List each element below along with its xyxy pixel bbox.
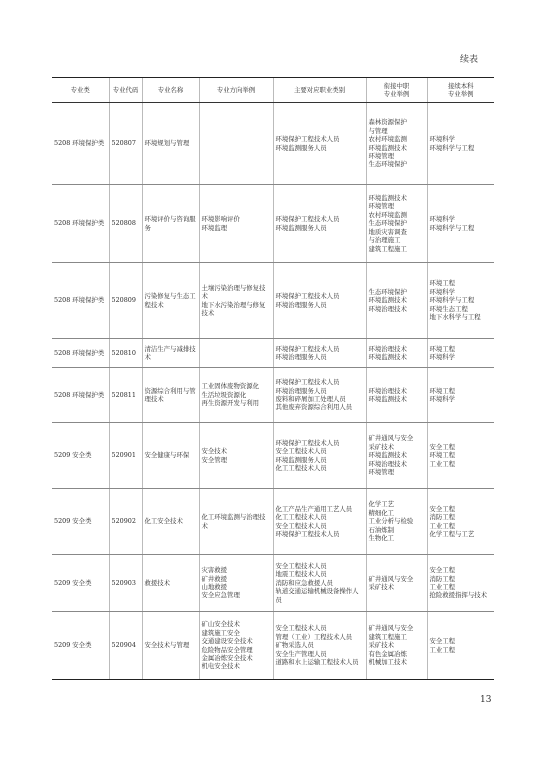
directions-cell-item: 化工环境监测与治理技术 xyxy=(201,513,266,530)
occupations-cell-item: 安全工程技术人员 xyxy=(275,624,327,633)
occupations-cell-item: 环境保护工程技术人员 xyxy=(275,292,340,301)
occupations-cell-item: 其他废弃资源综合利用人员 xyxy=(275,403,353,412)
occupations-cell xyxy=(273,489,366,555)
directions-cell-item: 山地救援 xyxy=(201,583,228,591)
bachelor-cell xyxy=(427,103,494,185)
header-occupations: 主要对应职业类别 xyxy=(273,78,366,103)
secondary-cell-item: 环境监测技术 xyxy=(368,194,407,203)
secondary-cell-item: 矿井通风与安全 xyxy=(368,574,414,583)
occupations-cell-item: 环境保护工程技术人员 xyxy=(275,529,340,538)
occupations-cell-item: 安全工程技术人员 xyxy=(275,521,327,530)
bachelor-cell-item: 环境科学与工程 xyxy=(429,296,475,305)
secondary-cell-item: 生态环境保护 xyxy=(368,219,407,228)
occupations-cell-item: 管理（工业）工程技术人员 xyxy=(275,632,353,641)
occupations-cell-item: 化工工程技术人员 xyxy=(275,463,327,472)
major-name-cell: 化工安全技术 xyxy=(142,489,199,555)
secondary-cell xyxy=(366,423,427,489)
secondary-cell-item: 环境监测技术 xyxy=(368,296,407,305)
secondary-cell xyxy=(366,263,427,339)
table-row xyxy=(52,263,494,339)
secondary-cell-item: 机械加工技术 xyxy=(368,658,407,667)
header-bachelor: 接续本科 专业举例 xyxy=(427,78,494,103)
occupations-cell-item: 环境保护工程技术人员 xyxy=(275,215,340,224)
secondary-cell xyxy=(366,103,427,185)
directions-cell-item: 机电安全技术 xyxy=(201,662,240,671)
occupations-cell xyxy=(273,339,366,368)
secondary-cell-item: 环境治理技术 xyxy=(368,344,407,353)
occupations-cell-item: 安全工程技术人员 xyxy=(275,561,327,570)
occupations-cell-item: 环境保护工程技术人员 xyxy=(275,378,340,387)
bachelor-cell-item: 化学工程与工艺 xyxy=(429,529,475,538)
code-cell: 520808 xyxy=(109,185,142,263)
secondary-cell xyxy=(366,368,427,423)
bachelor-cell-item: 工业工程 xyxy=(429,521,456,530)
secondary-cell-item: 农村环境监测 xyxy=(368,135,407,144)
occupations-cell-item: 安全工程技术人员 xyxy=(275,447,327,456)
table-row xyxy=(52,612,494,680)
occupations-cell xyxy=(273,263,366,339)
major-name-cell: 污染修复与生态工程技术 xyxy=(142,263,199,339)
secondary-cell-item: 有色金属冶炼 xyxy=(368,649,407,658)
secondary-cell-item: 环境管理 xyxy=(368,151,395,160)
table-row xyxy=(52,103,494,185)
directions-cell-item: 工业固体废物资源化 xyxy=(201,382,260,391)
occupations-cell-item: 化工产品生产通用工艺人员 xyxy=(275,504,353,513)
bachelor-cell xyxy=(427,612,494,680)
secondary-cell-item: 环境治理技术 xyxy=(368,459,407,468)
directions-cell-item: 安全应急管理 xyxy=(201,591,240,600)
major-name-cell: 资源综合利用与管理技术 xyxy=(142,368,199,423)
secondary-cell-item: 森林资源保护 xyxy=(368,118,407,127)
header-code: 专业代码 xyxy=(109,78,142,103)
occupations-cell-item: 环境治理服务人员 xyxy=(275,353,327,361)
occupations-cell xyxy=(273,185,366,263)
header-row xyxy=(52,78,494,103)
secondary-cell-item: 矿井通风与安全 xyxy=(368,434,414,443)
bachelor-cell-item: 安全工程 xyxy=(429,504,456,513)
page-number: 13 xyxy=(480,695,492,705)
bachelor-cell-item: 环境工程 xyxy=(429,451,456,460)
code-cell: 520901 xyxy=(109,423,142,489)
occupations-cell xyxy=(273,555,366,612)
table-row xyxy=(52,423,494,489)
secondary-cell-item: 矿井通风与安全 xyxy=(368,624,414,633)
major-name-cell: 清洁生产与减排技术 xyxy=(142,339,199,368)
header-name: 专业名称 xyxy=(142,78,199,103)
secondary-cell-item: 建筑工程施工 xyxy=(368,244,407,253)
bachelor-cell-item: 工业工程 xyxy=(429,583,456,591)
table-row xyxy=(52,185,494,263)
secondary-cell-item: 环境监测技术 xyxy=(368,451,407,460)
bachelor-cell-item: 环境科学 xyxy=(429,135,456,144)
occupations-cell-item: 环境保护工程技术人员 xyxy=(275,135,340,144)
directions-cell-item: 再生资源开发与利用 xyxy=(201,399,260,408)
secondary-cell-item: 工业分析与检验 xyxy=(368,517,414,526)
bachelor-cell-item: 环境科学 xyxy=(429,287,456,296)
occupations-cell-item: 环境治理服务人员 xyxy=(275,386,327,395)
secondary-cell-item: 采矿技术 xyxy=(368,442,395,451)
secondary-cell-item: 生物化工 xyxy=(368,534,395,543)
category-cell: 5209 安全类 xyxy=(52,423,109,489)
secondary-cell-item: 地质灾害调查 xyxy=(368,227,407,236)
table-row xyxy=(52,555,494,612)
table-row xyxy=(52,368,494,423)
bachelor-cell-item: 工业工程 xyxy=(429,645,456,654)
secondary-cell xyxy=(366,489,427,555)
bachelor-cell xyxy=(427,489,494,555)
directions-cell xyxy=(199,339,273,368)
secondary-cell-item: 农村环境监测 xyxy=(368,210,407,219)
bachelor-cell xyxy=(427,263,494,339)
occupations-cell-item: 消防和应急救援人员 xyxy=(275,578,334,587)
secondary-cell-item: 化学工艺 xyxy=(368,500,395,509)
code-cell: 520903 xyxy=(109,555,142,612)
secondary-cell xyxy=(366,185,427,263)
major-name-cell: 安全技术与管理 xyxy=(142,612,199,680)
directions-cell-item: 灾害救援 xyxy=(201,566,228,575)
occupations-cell-item: 环境监测服务人员 xyxy=(275,223,327,232)
bachelor-cell-item: 消防工程 xyxy=(429,574,456,583)
secondary-cell-item: 环境管理 xyxy=(368,202,395,211)
code-cell: 520902 xyxy=(109,489,142,555)
bachelor-cell xyxy=(427,423,494,489)
occupations-cell-item: 环境保护工程技术人员 xyxy=(275,438,340,447)
occupations-cell xyxy=(273,368,366,423)
bachelor-cell-item: 环境工程 xyxy=(429,386,456,395)
table-row xyxy=(52,489,494,555)
category-cell: 5209 安全类 xyxy=(52,612,109,680)
directions-cell xyxy=(199,185,273,263)
bachelor-cell-item: 环境科学 xyxy=(429,353,456,361)
directions-cell-item: 金属冶炼安全技术 xyxy=(201,653,253,662)
directions-cell-item: 安全技术 xyxy=(201,447,228,456)
bachelor-cell-item: 环境生态工程 xyxy=(429,304,468,313)
bachelor-cell xyxy=(427,339,494,368)
directions-cell-item: 建筑施工安全 xyxy=(201,628,240,637)
secondary-cell xyxy=(366,612,427,680)
secondary-cell-item: 环境监测技术 xyxy=(368,143,407,152)
occupations-cell-item: 环境保护工程技术人员 xyxy=(275,344,340,353)
category-cell: 5208 环境保护类 xyxy=(52,103,109,185)
directions-cell-item: 交通建设安全技术 xyxy=(201,637,253,646)
directions-cell xyxy=(199,423,273,489)
table-row xyxy=(52,339,494,368)
directions-cell-item: 安全管理 xyxy=(201,455,228,464)
secondary-cell-item: 环境治理技术 xyxy=(368,386,407,395)
category-cell: 5208 环境保护类 xyxy=(52,263,109,339)
bachelor-cell-item: 抢险救援指挥与技术 xyxy=(429,591,488,600)
secondary-cell-item: 与治理施工 xyxy=(368,236,401,245)
category-cell: 5209 安全类 xyxy=(52,555,109,612)
directions-cell-item: 环境影响评价 xyxy=(201,215,240,224)
secondary-cell-item: 精细化工 xyxy=(368,508,395,517)
secondary-cell-item: 生态环境保护 xyxy=(368,287,407,296)
category-cell: 5208 环境保护类 xyxy=(52,368,109,423)
secondary-cell-item: 环境监测技术 xyxy=(368,395,407,403)
directions-cell-item: 环境监理 xyxy=(201,223,228,232)
code-cell: 520807 xyxy=(109,103,142,185)
secondary-cell-item: 与管理 xyxy=(368,126,388,135)
bachelor-cell-item: 安全工程 xyxy=(429,566,456,575)
directions-cell-item: 矿山安全技术 xyxy=(201,620,240,629)
occupations-cell xyxy=(273,103,366,185)
bachelor-cell-item: 安全工程 xyxy=(429,637,456,646)
bachelor-cell-item: 环境工程 xyxy=(429,344,456,353)
directions-cell-item: 危险物品安全管理 xyxy=(201,645,253,654)
secondary-cell-item: 石油炼制 xyxy=(368,525,395,534)
occupations-cell-item: 环境监测服务人员 xyxy=(275,455,327,464)
secondary-cell xyxy=(366,555,427,612)
bachelor-cell xyxy=(427,555,494,612)
bachelor-cell xyxy=(427,368,494,423)
directions-cell xyxy=(199,555,273,612)
occupations-cell-item: 环境治理服务人员 xyxy=(275,300,327,309)
bachelor-cell-item: 环境科学与工程 xyxy=(429,223,475,232)
major-name-cell: 安全健康与环保 xyxy=(142,423,199,489)
bachelor-cell-item: 工业工程 xyxy=(429,459,456,468)
directions-cell xyxy=(199,263,273,339)
directions-cell-item: 土壤污染治理与修复技术 xyxy=(201,283,266,301)
code-cell: 520904 xyxy=(109,612,142,680)
major-catalog-table xyxy=(52,77,494,680)
category-cell: 5208 环境保护类 xyxy=(52,339,109,368)
occupations-cell xyxy=(273,423,366,489)
directions-cell xyxy=(199,368,273,423)
directions-cell xyxy=(199,612,273,680)
secondary-cell-item: 环境治理技术 xyxy=(368,304,407,313)
category-cell: 5209 安全类 xyxy=(52,489,109,555)
major-name-cell: 救援技术 xyxy=(142,555,199,612)
bachelor-cell-item: 环境科学 xyxy=(429,215,456,224)
secondary-cell xyxy=(366,339,427,368)
secondary-cell-item: 采矿技术 xyxy=(368,641,395,650)
code-cell: 520811 xyxy=(109,368,142,423)
continued-label: 续表 xyxy=(460,55,479,65)
table-body xyxy=(52,103,494,680)
directions-cell-item: 矿井救援 xyxy=(201,574,228,583)
header-category: 专业类 xyxy=(52,78,109,103)
bachelor-cell xyxy=(427,185,494,263)
major-name-cell: 环境评价与咨询服务 xyxy=(142,185,199,263)
directions-cell xyxy=(199,103,273,185)
directions-cell-item: 生活垃圾资源化 xyxy=(201,390,247,399)
bachelor-cell-item: 安全工程 xyxy=(429,442,456,451)
occupations-cell-item: 化工工程技术人员 xyxy=(275,513,327,522)
bachelor-cell-item: 环境科学与工程 xyxy=(429,143,475,152)
bachelor-cell-item: 地下水科学与工程 xyxy=(429,313,481,322)
bachelor-cell-item: 环境工程 xyxy=(429,279,456,288)
secondary-cell-item: 生态环境保护 xyxy=(368,160,407,169)
occupations-cell-item: 安全生产管理人员 xyxy=(275,649,327,658)
secondary-cell-item: 采矿技术 xyxy=(368,583,395,591)
code-cell: 520810 xyxy=(109,339,142,368)
occupations-cell-item: 矿物采选人员 xyxy=(275,641,314,650)
occupations-cell-item: 环境监测服务人员 xyxy=(275,143,327,152)
major-name-cell: 环境规划与管理 xyxy=(142,103,199,185)
occupations-cell xyxy=(273,612,366,680)
header-secondary: 衔接中职 专业举例 xyxy=(366,78,427,103)
header-directions: 专业方向举例 xyxy=(199,78,273,103)
code-cell: 520809 xyxy=(109,263,142,339)
occupations-cell-item: 轨道交通运输机械设备操作人员 xyxy=(275,587,359,604)
bachelor-cell-item: 环境科学 xyxy=(429,395,456,403)
secondary-cell-item: 建筑工程施工 xyxy=(368,632,407,641)
secondary-cell-item: 环境管理 xyxy=(368,468,395,477)
category-cell: 5208 环境保护类 xyxy=(52,185,109,263)
occupations-cell-item: 道路和水上运输工程技术人员 xyxy=(275,658,359,667)
occupations-cell-item: 地震工程技术人员 xyxy=(275,570,327,579)
directions-cell xyxy=(199,489,273,555)
directions-cell-item: 地下水污染治理与修复技术 xyxy=(201,300,266,317)
secondary-cell-item: 环境监测技术 xyxy=(368,353,407,361)
occupations-cell-item: 废料和碎屑加工处理人员 xyxy=(275,395,346,403)
bachelor-cell-item: 消防工程 xyxy=(429,513,456,522)
